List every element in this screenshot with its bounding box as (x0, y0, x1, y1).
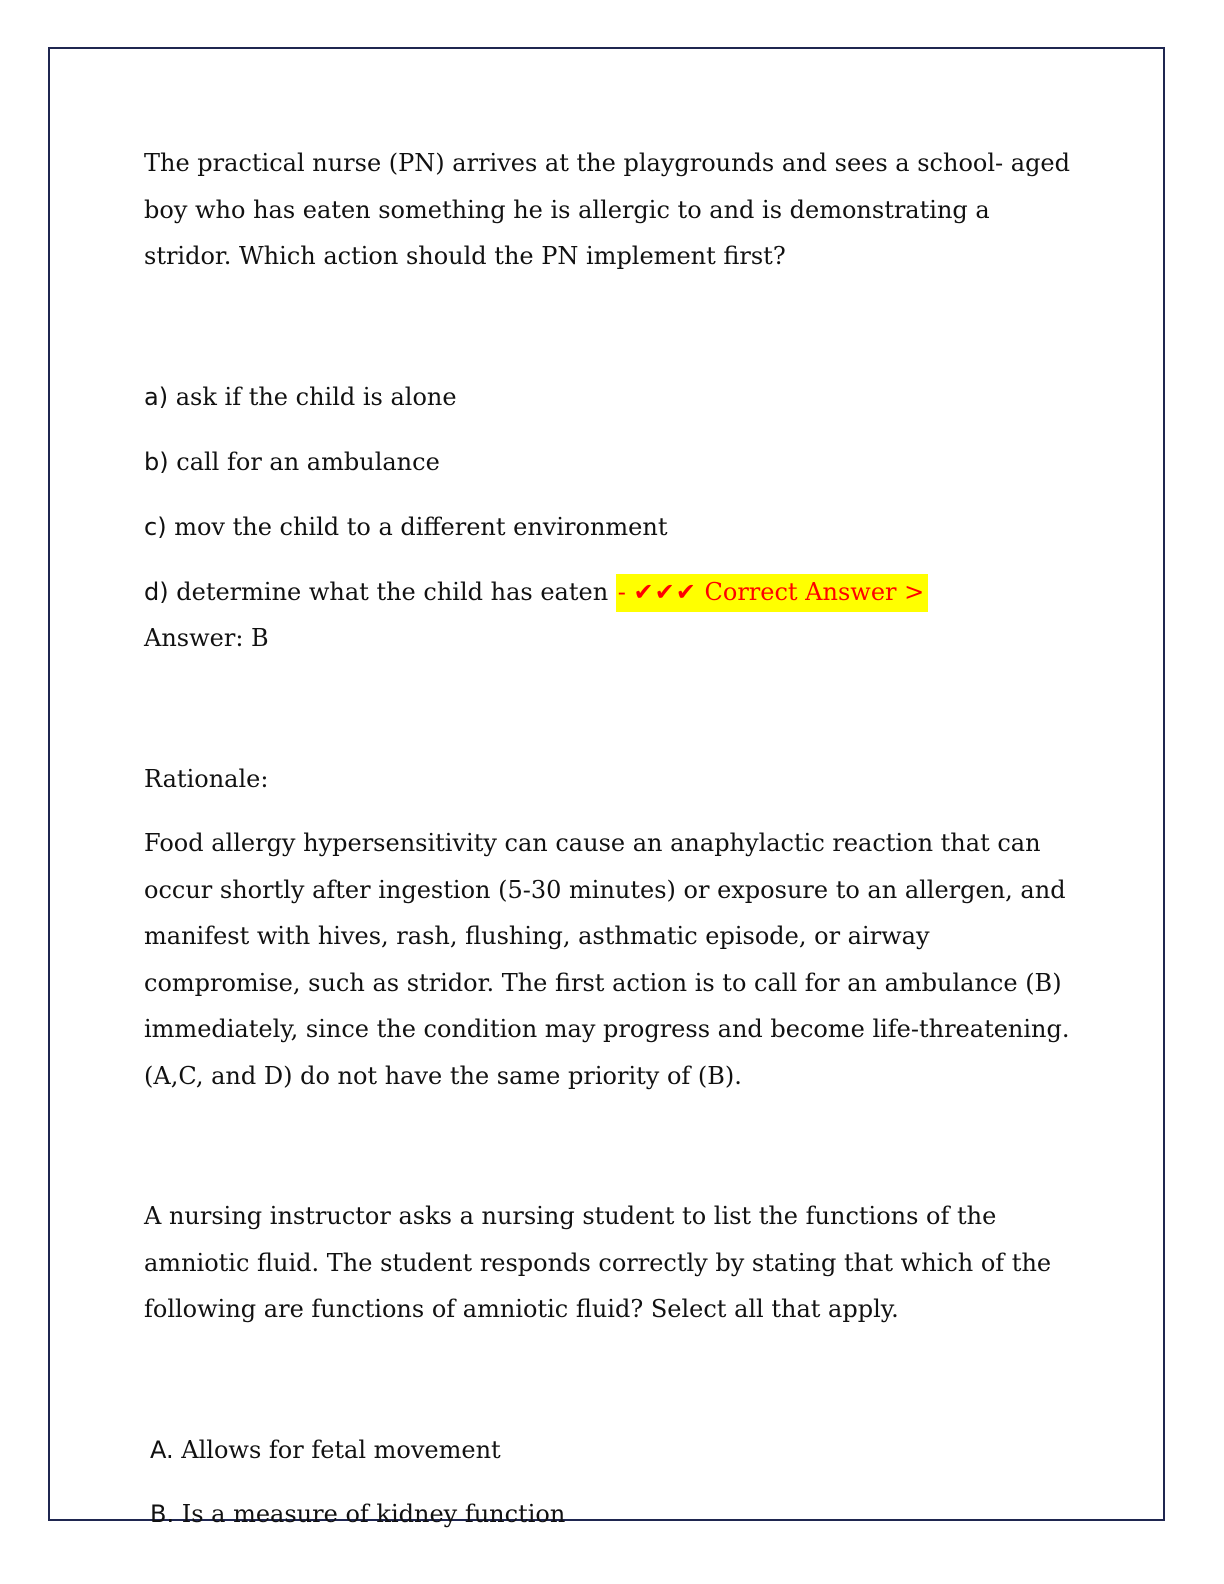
question-2-option-a (150, 1427, 1084, 1474)
option-text: call for an ambulance (176, 447, 440, 476)
rationale-text: Food allergy hypersensitivity can cause an anaphylactic reaction that can occur shortly after ingestion (5-30 minutes) or exposure to an allergen, and manifest with hives, rash, flushing, asthmatic episode, or airway compromise, such as stridor. The first action is to call for an ambulance (B) immediately, since the condition may progress and become life-threatening. (A,C, and D) do not have the same priority of (B). (144, 829, 1070, 1090)
option-letter: d) (144, 577, 169, 606)
option-text: Is a measure of kidney function (181, 1500, 566, 1528)
rationale-heading: Rationale: (144, 764, 269, 793)
answer-line: Answer: B (144, 624, 269, 652)
question-1-option-d (144, 569, 1084, 616)
question-2-text: A nursing instructor asks a nursing student to list the functions of the amniotic fluid. The student responds correctly by stating that which of the following are functions of amniotic fluid? Select all that apply. (144, 1202, 1052, 1323)
checkmark-icon: ✔✔✔ (633, 577, 697, 606)
option-letter: c) (144, 512, 167, 541)
option-text: Allows for fetal movement (181, 1435, 501, 1464)
highlight-dash: - (617, 577, 634, 606)
question-2-option-b (150, 1491, 1084, 1538)
question-1-option-b (144, 439, 1084, 486)
question-1-option-c (144, 504, 1084, 551)
option-letter: a) (144, 382, 169, 411)
option-letter: b) (144, 447, 169, 476)
correct-answer-highlight (616, 574, 928, 612)
option-letter: A. (150, 1435, 174, 1464)
option-text: mov the child to a different environment (174, 512, 668, 541)
document-content (144, 140, 1084, 1556)
option-text: ask if the child is alone (175, 382, 457, 411)
correct-answer-label: Correct Answer > (696, 577, 925, 606)
question-1-text: The practical nurse (PN) arrives at the playgrounds and sees a school- aged boy who has eaten something he is allergic to and is demonstrating a stridor. Which action should the PN implement first? (144, 149, 1070, 270)
option-letter: B. (150, 1500, 175, 1528)
option-text: determine what the child has eaten (176, 577, 609, 606)
question-1-option-a (144, 374, 1084, 421)
